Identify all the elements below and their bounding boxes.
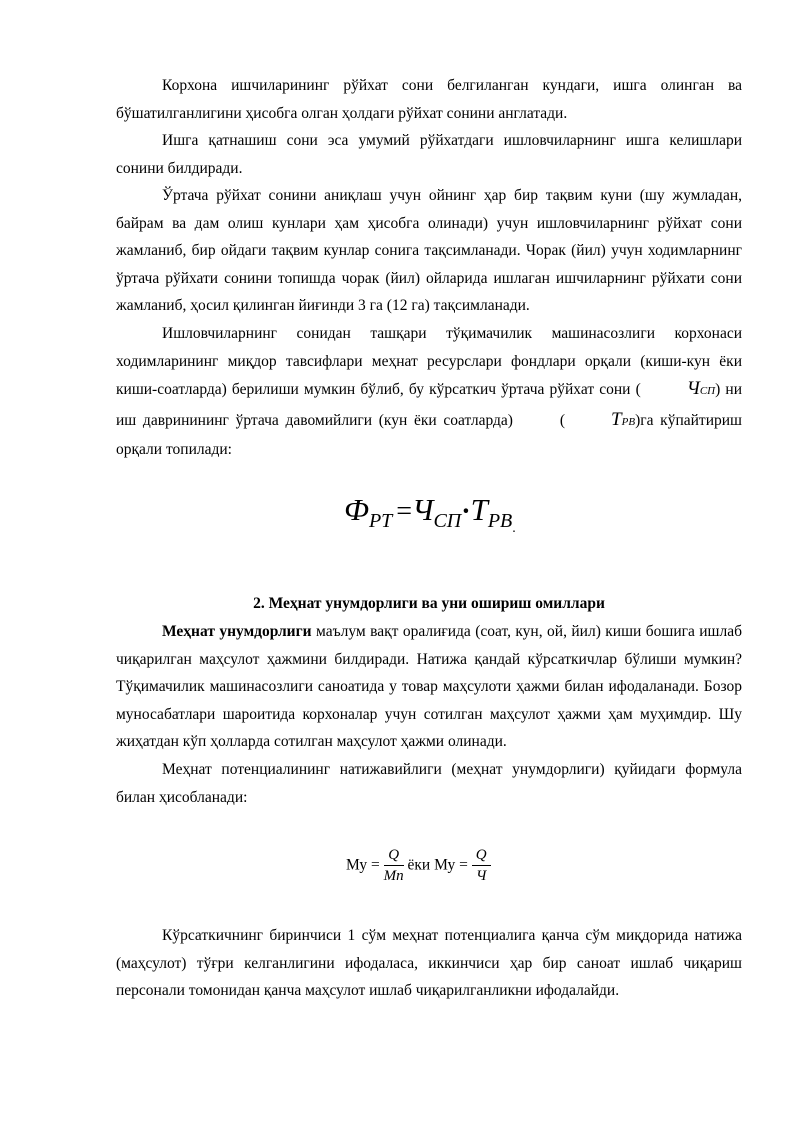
fraction-q-mp: $\frac{Q}{Мп}$ (383, 847, 404, 884)
term-labor-productivity: Меҳнат унумдорлиги (162, 623, 312, 640)
paragraph-labor-productivity: Меҳнат унумдорлиги маълум вақт оралиғида (соат, кун, ой, йил) киши бошига ишлаб чиқарилган маҳсулот ҳажмини билдиради. Натижа қандай кўрсаткичлар бўлиши мумкин? Тўқимачилик машинасозлиги саноатида у товар маҳсулоти ҳажми билан ифодаланади. Бозор муносабатлари шароитида корхоналар учун сотилган маҳсулот ҳажми ҳам муҳимдир. Шу жиҳатдан кўп ҳолларда сотилган маҳсулот ҳажми олинади. (116, 623, 742, 751)
formula-productivity: Му = $\frac{Q}{Мп}$ ёки Му = $\frac{Q}{Ч}$ (346, 845, 491, 886)
paragraph-labor-fund: Ишловчиларнинг сонидан ташқари тўқимачилик машинасозлиги корхонаси ходимларининг миқдор тавсифлари меҳнат ресурслари фондлари орқали (киши-кун ёки киши-соатларда) берилиши мумкин бўлиб, бу кўрсаткич ўртача рўйхат сони ( ЧСП) ни иш давринининг ўртача давомийлиги (кун ёки соатларда) ( ТРВ)га кўпайтириш орқали топилади: (116, 325, 742, 459)
symbol-ch-sp: ЧСП (686, 378, 716, 400)
formula-equals: = (396, 496, 413, 527)
paragraph-indicators: Кўрсаткичнинг биринчиси 1 сўм меҳнат потенциалига қанча сўм миқдорида натижа (маҳсулот) тўғри келганлигини ифодаласа, иккинчиси ҳар бир саноат ишлаб чиқариш персонали томонидан қанча маҳсулот ишлаб чиқарилганликни ифодалайди. (116, 927, 742, 1000)
formula-symbol-t: Т (470, 492, 488, 527)
paragraph-labor-fund-text-b: ) ни иш давринининг ўртача давомийлиги (кун ёки соатларда) (116, 381, 742, 429)
symbol-t-rv: ТРВ (611, 408, 636, 430)
fraction-q-ch: $\frac{Q}{Ч}$ (472, 845, 491, 886)
formula-labor-fund: ФРТ =ЧСП·ТРВ. (344, 492, 516, 536)
section-heading: 2. Меҳнат унумдорлиги ва уни ошириш омиллари (253, 595, 605, 612)
paragraph-attendance: Ишга қатнашиш сони эса умумий рўйхатдаги ишловчиларнинг ишга келишлари сонини билдиради. (116, 132, 742, 177)
paragraph-average-headcount: Ўртача рўйхат сонини аниқлаш учун ойнинг ҳар бир тақвим куни (шу жумладан, байрам ва дам олиш кунлари ҳам ҳисобга олинади) учун ишловчиларнинг рўйхат сони жамланиб, бир ойдаги тақвим кунлар сонига тақсимланади. Чорак (йил) учун ходимларнинг ўртача рўйхати сонини топишда чорак (йил) ойларида ишлаган ишчиларнинг рўйхати сони жамланиб, ҳосил қилинган йиғинди 3 га (12 га) тақсимланади. (116, 187, 742, 315)
formula-symbol-ch: Ч (412, 492, 434, 527)
paragraph-labor-fund-text-a: Ишловчиларнинг сонидан ташқари тўқимачилик машинасозлиги корхонаси ходимларининг миқдор тавсифлари меҳнат ресурслари фондлари орқали (киши-кун ёки киши-соатларда) берилиши мумкин бўлиб, бу кўрсаткич ўртача рўйхат сони ( (116, 325, 742, 399)
formula-symbol-f: Ф (344, 492, 369, 527)
paragraph-formula-intro: Меҳнат потенциалининг натижавийлиги (меҳнат унумдорлиги) қуйидаги формула билан ҳисобланади: (116, 761, 742, 806)
paragraph-labor-fund-text-d: )га кўпайтириш орқали топилади: (116, 411, 742, 459)
paragraph-headcount: Корхона ишчиларининг рўйхат сони белгиланган кундаги, ишга олинган ва бўшатилганлигини ҳисобга олган ҳолдаги рўйхат сонини англатади. (116, 77, 742, 122)
